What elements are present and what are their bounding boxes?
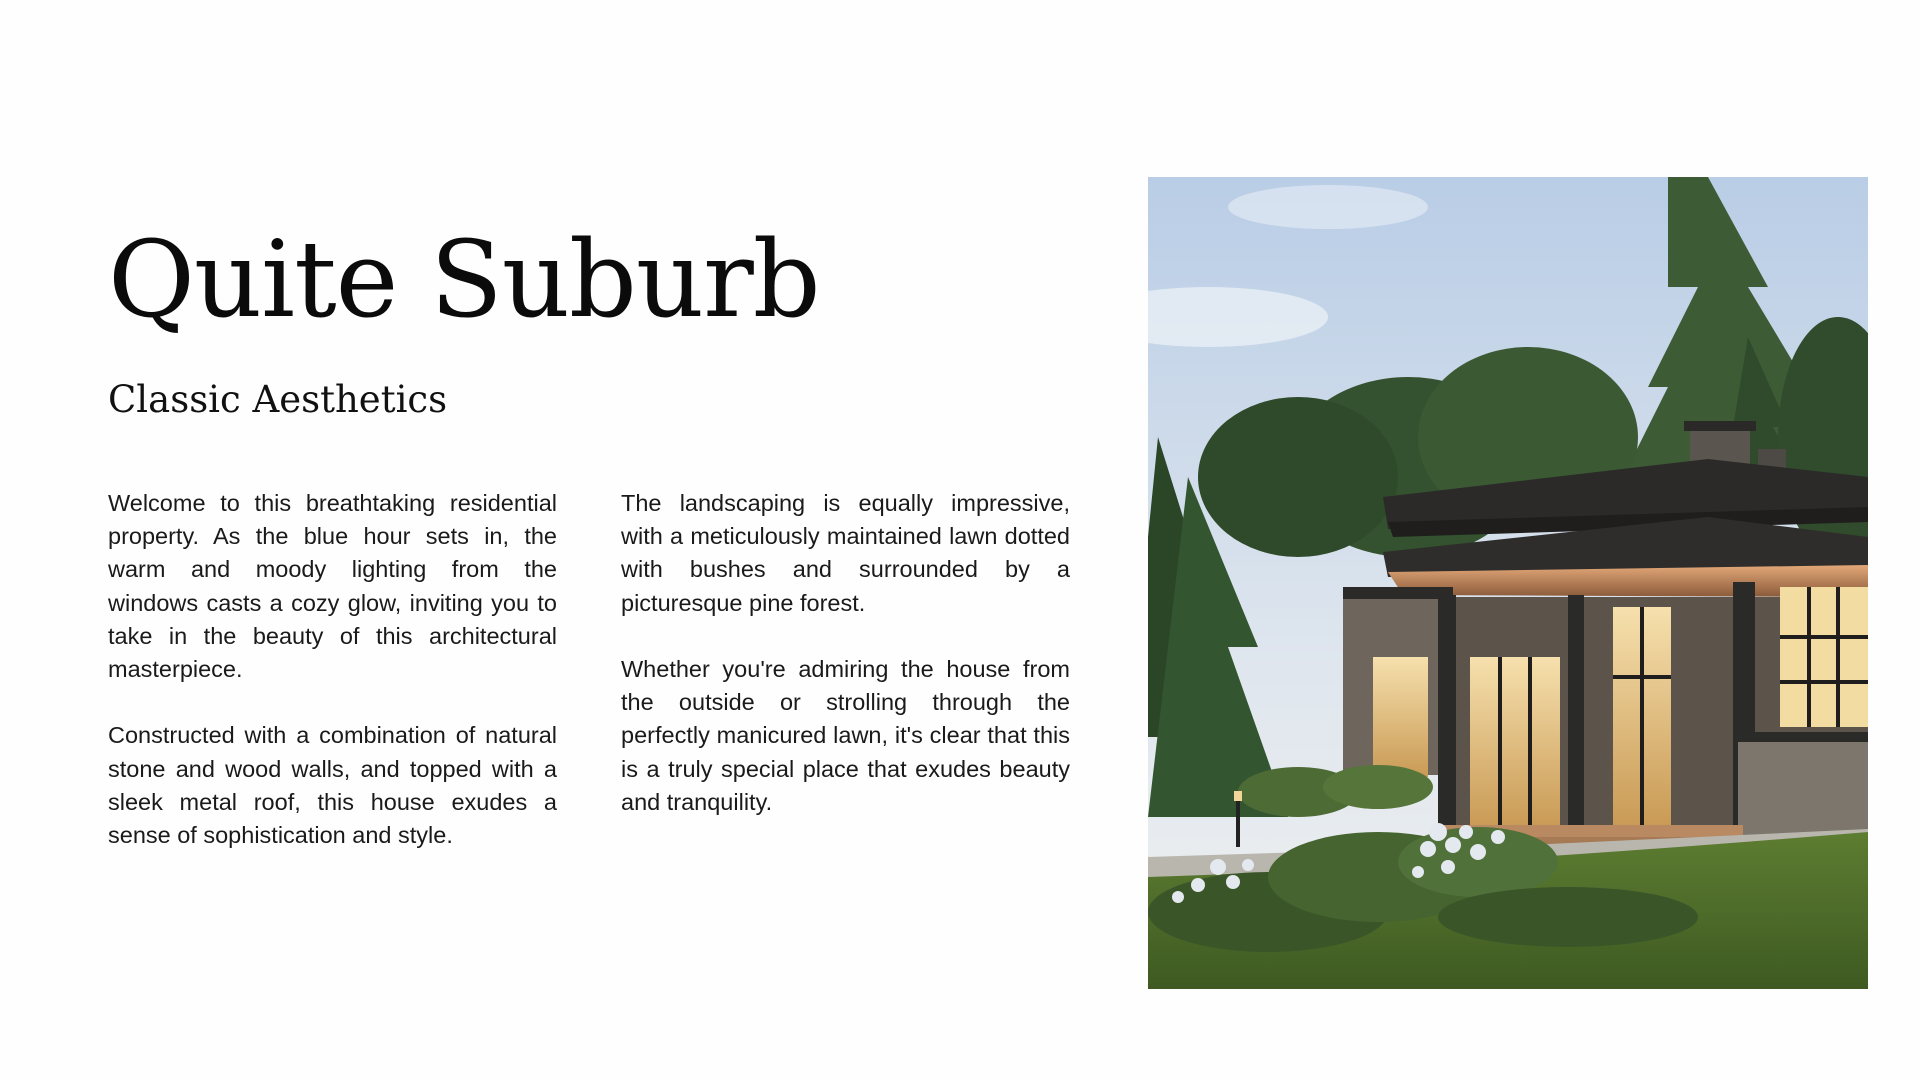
- left-paragraph-1: Welcome to this breathtaking residential property. As the blue hour sets in, the warm and moody lighting from the windows casts a cozy glow, inviting you to take in the beauty of this architectural masterpiece.: [108, 490, 557, 683]
- house-illustration: [1148, 177, 1868, 989]
- left-text-column: [108, 487, 557, 852]
- right-paragraph-1: The landscaping is equally impressive, with a meticulously maintained lawn dotted with bushes and surrounded by a picturesque pine forest.: [621, 490, 1070, 616]
- right-paragraph-2: Whether you're admiring the house from the outside or strolling through the perfectly manicured lawn, it's clear that this is a truly special place that exudes beauty and tranquility.: [621, 656, 1070, 815]
- left-paragraph-2: Constructed with a combination of natural stone and wood walls, and topped with a sleek metal roof, this house exudes a sense of sophistication and style.: [108, 722, 557, 849]
- slide-subtitle: Classic Aesthetics: [108, 378, 448, 421]
- slide-title: Quite Suburb: [108, 218, 820, 341]
- right-text-column: [621, 487, 1070, 819]
- house-photo: [1148, 177, 1868, 989]
